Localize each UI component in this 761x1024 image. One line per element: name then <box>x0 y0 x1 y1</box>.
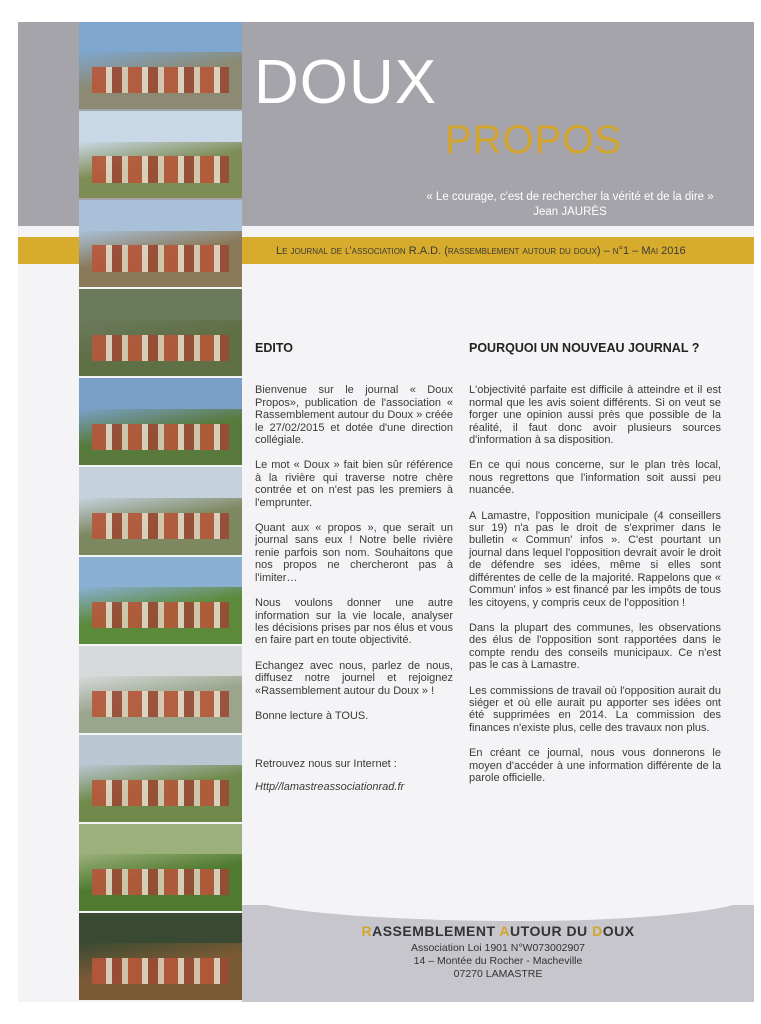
why-paragraph: En créant ce journal, nous vous donnerons le moyen d'accéder à une information différente de la parole officielle. <box>469 747 721 784</box>
org-part-2: UTOUR DU <box>510 923 593 939</box>
why-paragraph: En ce qui nous concerne, sur le plan très local, nous regrettons que l'information soit aussi peu nuancée. <box>469 459 721 497</box>
org-part-3: OUX <box>602 923 635 939</box>
journal-issue-line: Le journal de l'association R.A.D. (rassemblement autour du doux) – n°1 – Mai 2016 <box>276 245 686 257</box>
address-street: 14 – Montée du Rocher - Macheville <box>413 955 583 967</box>
internet-label: Retrouvez nous sur Internet : <box>255 758 397 771</box>
quote-author: Jean JAURÈS <box>533 206 607 218</box>
edito-paragraph: Bienvenue sur le journal « Doux Propos», publication de l'association « Rassemblement autour du Doux » créée le 27/02/2015 et dotée d'une direction collégiale. <box>255 384 453 447</box>
address-city: 07270 LAMASTRE <box>453 968 543 980</box>
edito-paragraph: Le mot « Doux » fait bien sûr référence à la rivière qui traverse notre chère contrée et on n'est pas les premiers à l'emprunter. <box>255 459 453 509</box>
title-doux: DOUX <box>254 48 438 117</box>
sunset-village-photo <box>79 913 242 1000</box>
why-paragraph: Les commissions de travail où l'opposition aurait du siéger et où elle aurait pu apporter ses idées ont été supprimées en 2014. La commission des finances n'existe plus, celle des travaux non plus. <box>469 684 721 734</box>
edito-heading: EDITO <box>255 341 293 355</box>
bell-tower-photo <box>79 735 242 822</box>
website-link[interactable]: Http//lamastreassociationrad.fr <box>255 780 405 793</box>
edito-paragraph: Bonne lecture à TOUS. <box>255 709 369 722</box>
tower-house-photo <box>79 557 242 644</box>
quote <box>340 190 761 220</box>
village-hill-photo <box>79 111 242 198</box>
village-panorama-photo <box>79 200 242 287</box>
edito-paragraph: Quant aux « propos », que serait un journal sans eux ! Notre belle rivière renie parfois son nom. Souhaitons que nos propos ne chercheront pas à l'imiter… <box>255 522 453 584</box>
edito-paragraph: Nous voulons donner une autre information sur la vie locale, analyser les décisions prises par nos élus et vous en faire part en toute objectivité. <box>255 597 453 647</box>
why-heading: POURQUOI UN NOUVEAU JOURNAL ? <box>469 341 700 355</box>
misty-village-photo <box>79 646 242 733</box>
church-tower-photo <box>79 378 242 465</box>
association-number: Association Loi 1901 N°W073002907 <box>410 942 586 954</box>
footer <box>242 925 754 981</box>
why-paragraph: L'objectivité parfaite est difficile à atteindre et il est normal que les avis soient différents. Si on veut se forger une opinion aussi près que possible de la réalité, il faut donc avoir plusieurs sources d'information à sa disposition. <box>469 384 721 447</box>
quote-text: « Le courage, c'est de rechercher la vérité et de la dire » <box>426 191 714 203</box>
org-part-1: ASSEMBLEMENT <box>372 923 500 939</box>
edito-column <box>255 342 453 806</box>
org-initial-d: D <box>592 923 603 939</box>
edito-paragraph: Echangez avec nous, parlez de nous, diffusez notre journel et rejoignez «Rassemblement autour du Doux » ! <box>255 659 453 697</box>
church-photo <box>79 289 242 376</box>
chateau-photo <box>79 22 242 109</box>
org-initial-a: A <box>499 923 511 939</box>
why-column <box>469 342 721 797</box>
title-propos: PROPOS <box>445 118 623 162</box>
why-paragraph: A Lamastre, l'opposition municipale (4 conseillers sur 19) n'a pas le droit de s'exprimer dans le bulletin « Commun' infos ». C'est pourtant un journal dans lequel l'opposition devrait avoir le droit de défendre ses idées, même si elles sont différentes de celle de la majorité. Rappelons que « Commun' infos » est financé par les impôts de tous les citoyens, y compris ceux de l'opposition ! <box>469 509 721 609</box>
why-paragraph: Dans la plupart des communes, les observations des élus de l'opposition sont rapportées dans le compte rendu des conseils municipaux. Ce n'est pas le cas à Lamastre. <box>469 621 721 672</box>
photo-strip <box>79 22 242 1002</box>
valley-village-photo <box>79 467 242 554</box>
green-valley-photo <box>79 824 242 911</box>
org-initial-r: R <box>361 923 373 939</box>
organization-name <box>242 925 754 938</box>
